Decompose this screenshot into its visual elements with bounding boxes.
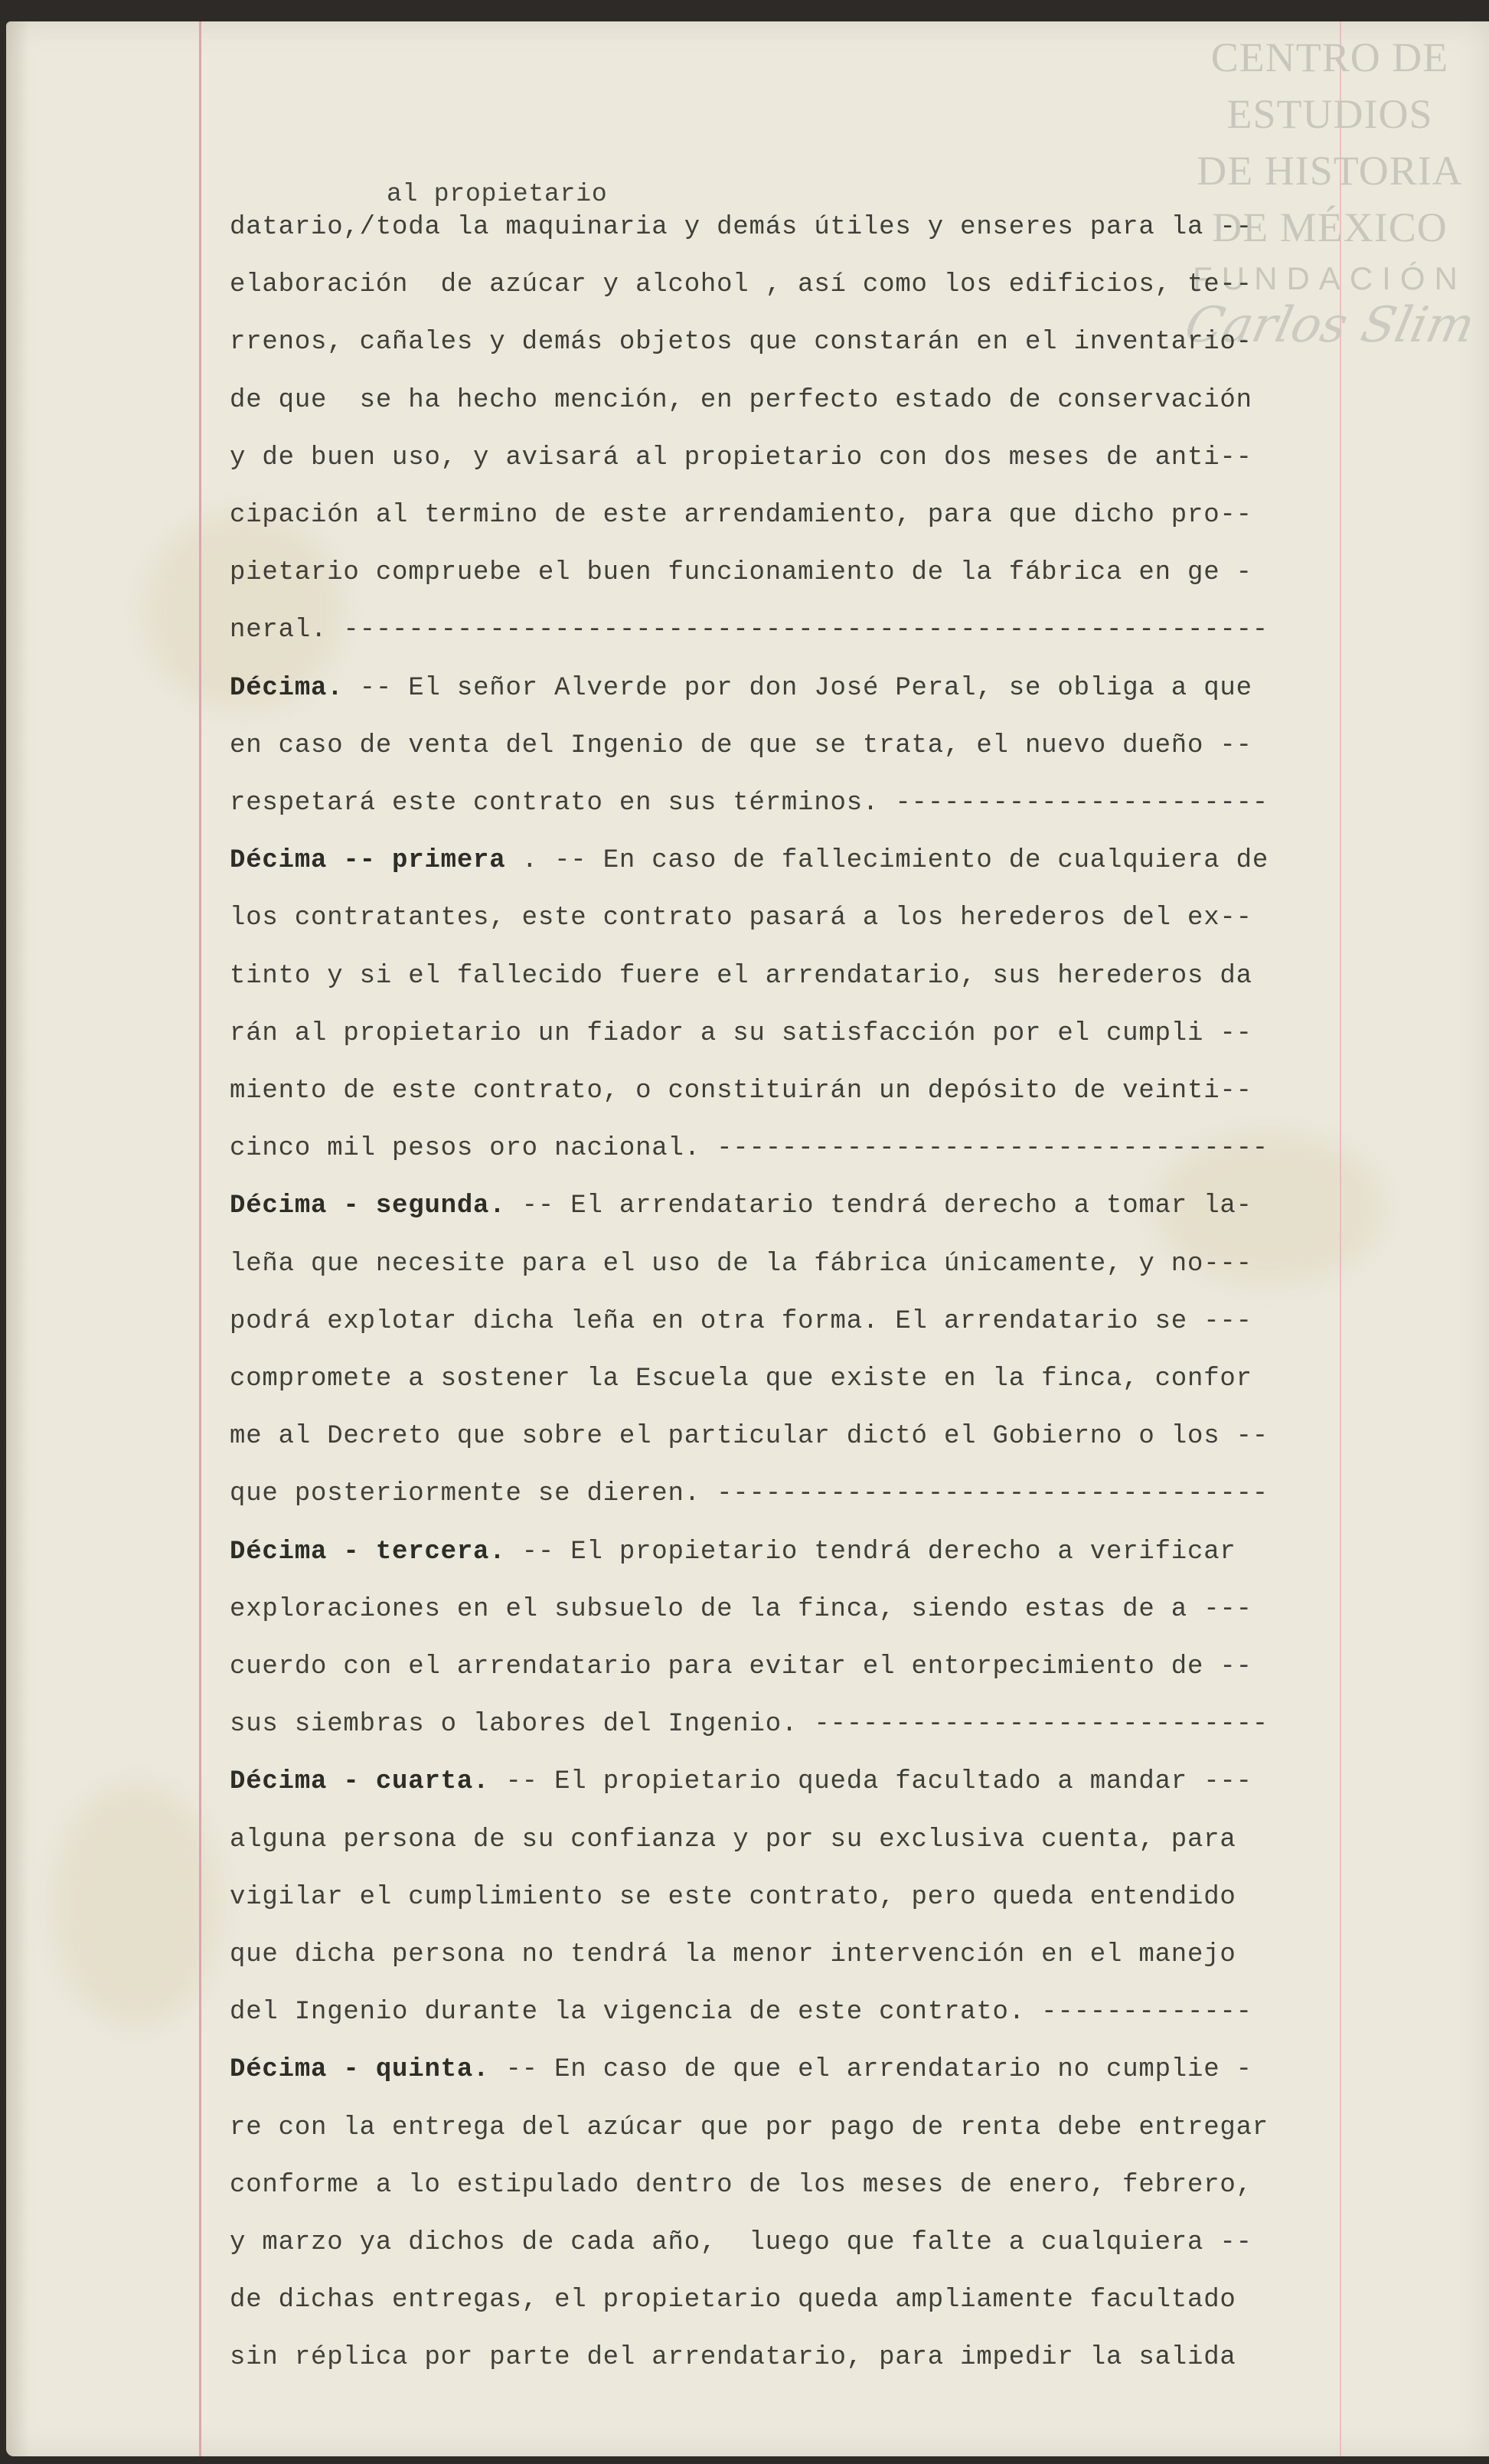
document-line [230,674,1252,703]
line-text: de dichas entregas, el propietario queda ampliamente facultado [230,2286,1236,2315]
document-line [230,1134,1269,1163]
line-text: . -- En caso de fallecimiento de cualquiera de [505,846,1269,876]
line-text: leña que necesite para el uso de la fábrica únicamente, y no--- [230,1249,1252,1279]
document-line [230,1825,1236,1855]
document-line [230,1940,1236,1969]
line-text: sus siembras o labores del Ingenio. ---------------------------- [230,1710,1269,1740]
line-text: -- El propietario tendrá derecho a verificar [505,1537,1236,1567]
document-line [230,731,1252,760]
line-text: cuerdo con el arrendatario para evitar el entorpecimiento de -- [230,1652,1252,1681]
line-text: cipación al termino de este arrendamiento, para que dicho pro-- [230,501,1252,530]
line-text: vigilar el cumplimiento se este contrato, pero queda entendido [230,1882,1236,1912]
line-text: datario,/toda la maquinaria y demás útiles y enseres para la -- [230,213,1252,242]
document-line [230,386,1252,415]
clause-heading: Décima -- primera [230,846,506,876]
document-line [230,501,1252,530]
line-text: rán al propietario un fiador a su satisfacción por el cumpli -- [230,1018,1252,1048]
document-line [230,904,1252,933]
line-text: miento de este contrato, o constituirán un depósito de veinti-- [230,1077,1252,1106]
watermark-line: DE HISTORIA [1197,148,1463,194]
document-line [230,1077,1252,1106]
document-line [230,2228,1252,2257]
paper-stain [52,1783,220,2028]
line-text: neral. --------------------------------------------------------- [230,616,1269,645]
document-line [230,1307,1252,1336]
watermark-line: CENTRO DE [1210,34,1449,80]
document-line [230,1538,1236,1567]
left-margin-line [199,21,201,2456]
clause-heading: Décima - tercera. [230,1537,506,1567]
archive-watermark [1180,29,1480,354]
document-line [230,328,1252,357]
line-text: de que se ha hecho mención, en perfecto estado de conservación [230,385,1252,415]
document-line [230,1883,1236,1912]
document-line [230,270,1252,299]
clause-heading: Décima - cuarta. [230,1767,490,1797]
document-line [230,1422,1269,1451]
line-text: tinto y si el fallecido fuere el arrendatario, sus herederos da [230,961,1252,991]
document-line [230,1595,1252,1624]
document-line [230,1998,1252,2027]
line-text: cinco mil pesos oro nacional. ---------------------------------- [230,1134,1269,1164]
document-line [230,846,1269,875]
line-text: los contratantes, este contrato pasará a los herederos del ex-- [230,904,1252,933]
document-line [230,962,1252,991]
line-text: pietario compruebe el buen funcionamiento de la fábrica en ge - [230,558,1252,588]
line-text: respetará este contrato en sus términos. ----------------------- [230,789,1269,818]
watermark-foundation: FUNDACIÓN [1193,260,1467,296]
line-text: -- El señor Alverde por don José Peral, se obliga a que [343,673,1252,703]
line-text: -- El arrendatario tendrá derecho a tomar la- [505,1191,1252,1221]
document-line [230,616,1269,645]
line-text: y de buen uso, y avisará al propietario con dos meses de anti-- [230,443,1252,472]
watermark-signature: Carlos Slim [1180,297,1480,354]
line-text: alguna persona de su confianza y por su exclusiva cuenta, para [230,1825,1236,1855]
document-line [230,1710,1269,1739]
line-text: conforme a lo estipulado dentro de los meses de enero, febrero, [230,2170,1252,2200]
line-text: re con la entrega del azúcar que por pago de renta debe entregar [230,2113,1269,2142]
line-text: compromete a sostener la Escuela que existe en la finca, confor [230,1364,1252,1394]
document-line [230,213,1252,242]
paper-edge-shadow [6,21,29,2456]
line-text: en caso de venta del Ingenio de que se trata, el nuevo dueño -- [230,730,1252,760]
document-line [230,2113,1269,2142]
document-line [230,1019,1252,1048]
line-text: me al Decreto que sobre el particular dictó el Gobierno o los -- [230,1422,1269,1452]
document-line [230,2055,1252,2084]
line-text: podrá explotar dicha leña en otra forma. El arrendatario se --- [230,1306,1252,1336]
document-line [230,1479,1269,1508]
line-text: y marzo ya dichos de cada año, luego que falte a cualquiera -- [230,2228,1252,2257]
document-page [6,21,1489,2456]
watermark-line: DE MÉXICO [1212,204,1448,250]
interlinear-insertion: al propietario [387,180,608,208]
clause-heading: Décima. [230,673,344,703]
document-line [230,1250,1252,1279]
line-text: rrenos, cañales y demás objetos que constarán en el inventario- [230,328,1252,358]
watermark-line: ESTUDIOS [1226,91,1433,137]
line-text: elaboración de azúcar y alcohol , así como los edificios, te-- [230,270,1252,300]
right-margin-line [1340,21,1341,2456]
line-text: que posteriormente se dieren. ---------------------------------- [230,1479,1269,1509]
document-line [230,1652,1252,1681]
line-text: del Ingenio durante la vigencia de este contrato. ------------- [230,1998,1252,2028]
clause-heading: Décima - segunda. [230,1191,506,1221]
line-text: -- En caso de que el arrendatario no cumplie - [489,2055,1252,2085]
document-line [230,2171,1252,2200]
clause-heading: Décima - quinta. [230,2055,490,2085]
line-text: que dicha persona no tendrá la menor intervención en el manejo [230,1940,1236,1969]
line-text: exploraciones en el subsuelo de la finca, siendo estas de a --- [230,1594,1252,1624]
document-line [230,1767,1252,1796]
document-line [230,558,1252,587]
document-line [230,789,1269,818]
line-text: sin réplica por parte del arrendatario, para impedir la salida [230,2343,1236,2373]
document-line [230,443,1252,472]
line-text: -- El propietario queda facultado a mandar --- [489,1767,1252,1797]
document-line [230,1364,1252,1394]
document-line [230,1191,1252,1221]
document-line [230,2343,1236,2372]
document-line [230,2286,1236,2315]
